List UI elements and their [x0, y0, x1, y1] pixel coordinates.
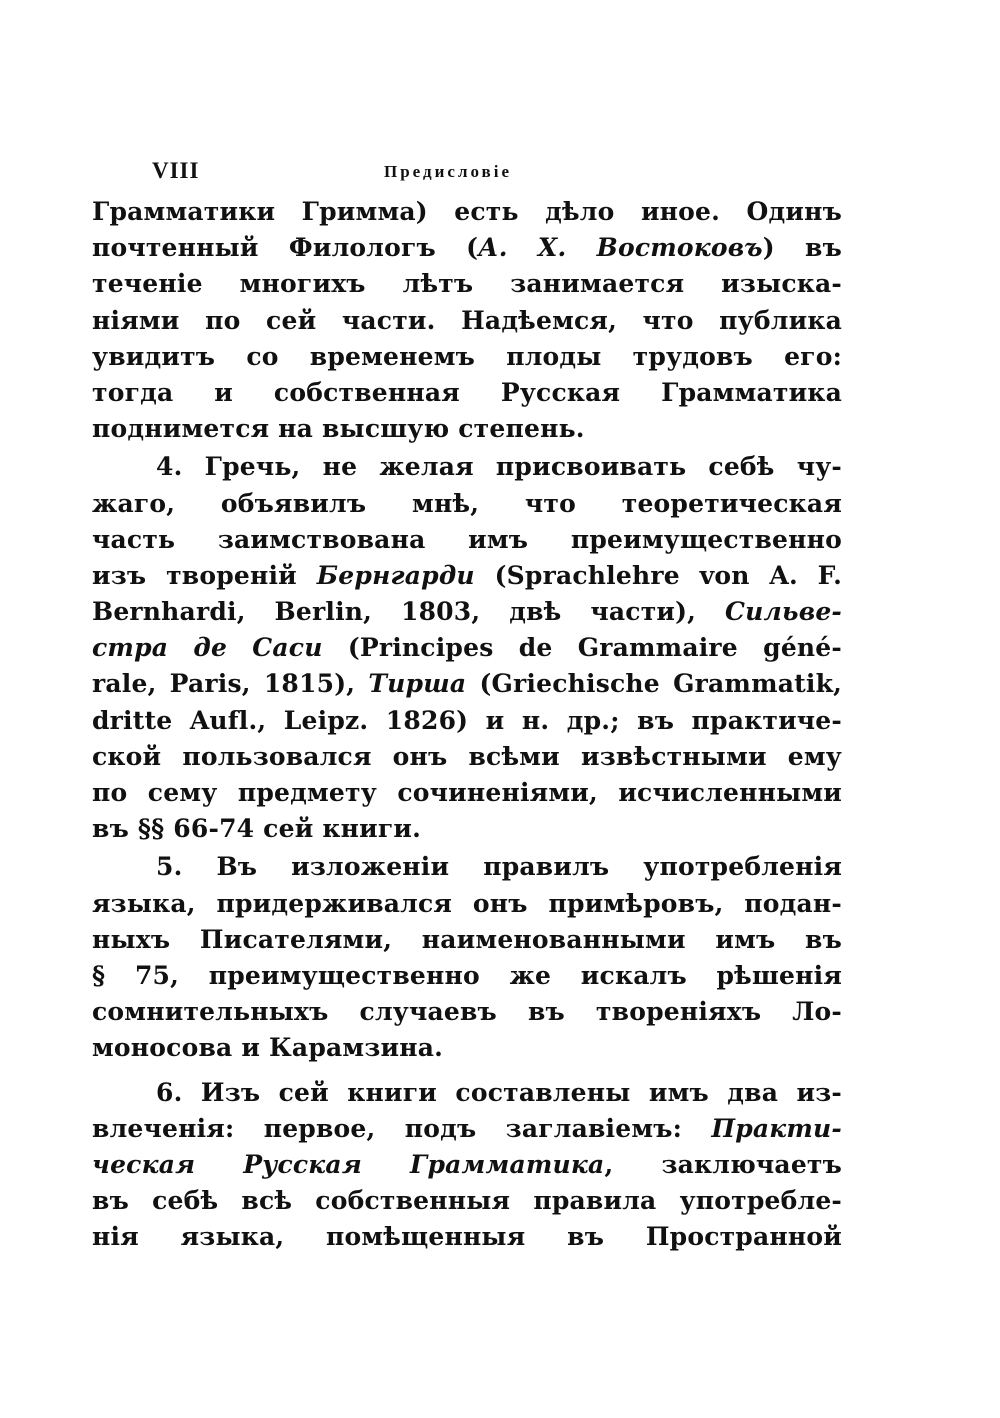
body-text	[92, 194, 842, 1255]
text-line: часть заимствована имъ преимущественно	[92, 524, 842, 554]
text-line: въ себѣ всѣ собственныя правила употребле-	[92, 1186, 842, 1216]
page	[92, 150, 842, 1255]
text-line: rale, Paris, 1815), Тирша (Griechische Grammatik,	[92, 669, 842, 699]
text-line: ніями по сей части. Надѣемся, что публика	[92, 305, 842, 335]
text-line: моносова и Карамзина.	[92, 1033, 444, 1063]
running-header	[92, 150, 842, 194]
text-line: сомнительныхъ случаевъ въ твореніяхъ Ло-	[92, 997, 842, 1027]
paragraph-4-start: 4. Гречь, не желая присвоивать себѣ чу-	[156, 452, 842, 482]
text-line: dritte Aufl., Leipz. 1826) и н. др.; въ практиче-	[92, 705, 842, 735]
text-line: языка, придерживался онъ примѣровъ, подан-	[92, 888, 842, 918]
text-line: почтенный Филологъ (А. Х. Востоковъ) въ	[92, 233, 842, 263]
text-line: § 75, преимущественно же искалъ рѣшенія	[92, 960, 842, 990]
text-line: въ §§ 66-74 сей книги.	[92, 814, 421, 844]
paragraph-6-start: 6. Изъ сей книги составлены имъ два из-	[156, 1077, 842, 1107]
text-line: ныхъ Писателями, наименованными имъ въ	[92, 924, 842, 954]
text-line: по сему предмету сочиненіями, исчисленными	[92, 778, 842, 807]
text-line: нія языка, помѣщенныя въ Пространной	[92, 1222, 842, 1252]
text-line: Bernhardi, Berlin, 1803, двѣ части), Сильве-	[92, 597, 842, 627]
text-line: жаго, объявилъ мнѣ, что теоретическая	[92, 488, 842, 518]
text-line: стра де Саси (Principes de Grammaire géné-	[92, 633, 842, 663]
paragraph-5-start: 5. Въ изложеніи правилъ употребленія	[156, 852, 842, 882]
text-line: ческая Русская Грамматика, заключаетъ	[92, 1149, 842, 1179]
text-line: увидитъ со временемъ плоды трудовъ его:	[92, 341, 842, 371]
text-line: тогда и собственная Русская Грамматика	[92, 377, 842, 407]
running-title: Предисловіе	[384, 162, 513, 181]
text-line: ской пользовался онъ всѣми извѣстными ему	[92, 741, 842, 771]
text-line: теченіе многихъ лѣтъ занимается изыска-	[92, 269, 842, 299]
text-line: изъ твореній Бернгарди (Sprachlehre von A. F.	[92, 560, 842, 590]
text-line: Грамматики Гримма) есть дѣло иное. Одинъ	[92, 197, 842, 226]
page-number: VIII	[152, 158, 200, 183]
text-line: поднимется на высшую степень.	[92, 414, 585, 444]
text-line: влеченія: первое, подъ заглавіемъ: Практи-	[92, 1113, 842, 1143]
